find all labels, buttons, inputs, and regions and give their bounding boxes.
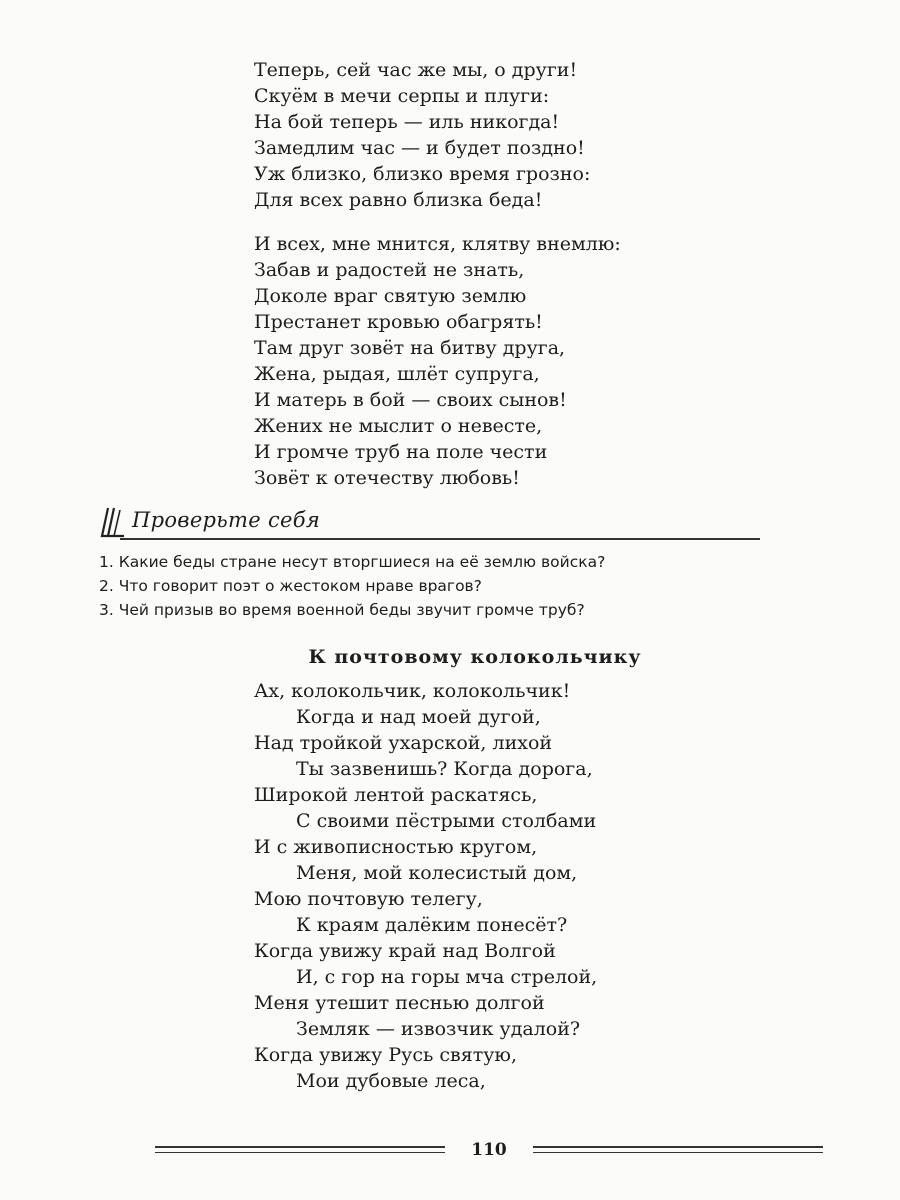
verse-line: Мою почтовую телегу,: [254, 888, 483, 910]
poem-title: К почтовому колокольчику: [308, 646, 642, 668]
verse-line: И, с гор на горы мча стрелой,: [296, 966, 598, 988]
question-item: 3. Чей призыв во время военной беды звучит громче труб?: [99, 601, 585, 619]
verse-line: Доколе враг святую землю: [254, 285, 527, 307]
verse-line: Жених не мыслит о невесте,: [254, 415, 543, 437]
poem-stanza-2: [254, 231, 621, 491]
question-item: 2. Что говорит поэт о жестоком нраве врагов?: [99, 577, 482, 595]
verse-line: И всех, мне мнится, клятву внемлю:: [254, 233, 621, 255]
pen-strokes-icon: [100, 505, 132, 541]
footer-rule-right: [533, 1146, 823, 1153]
verse-line: Замедлим час — и будет поздно!: [254, 137, 585, 159]
verse-line: Теперь, сей час же мы, о други!: [254, 59, 578, 81]
verse-line: Когда увижу край над Волгой: [254, 940, 556, 962]
section-title: Проверьте себя: [132, 508, 321, 532]
verse-line: С своими пёстрыми столбами: [296, 810, 597, 832]
verse-line: Земляк — извозчик удалой?: [296, 1018, 581, 1040]
verse-line: И матерь в бой — своих сынов!: [254, 389, 567, 411]
verse-line: Для всех равно близка беда!: [254, 189, 543, 211]
verse-line: И с живописностью кругом,: [254, 836, 538, 858]
question-item: 1. Какие беды стране несут вторгшиеся на её землю войска?: [99, 553, 606, 571]
verse-line: Над тройкой ухарской, лихой: [254, 732, 553, 754]
question-list: [99, 550, 605, 622]
verse-line: На бой теперь — иль никогда!: [254, 111, 560, 133]
verse-line: Там друг зовёт на битву друга,: [254, 337, 566, 359]
verse-line: Мои дубовые леса,: [296, 1070, 486, 1092]
verse-line: Широкой лентой раскатясь,: [254, 784, 538, 806]
poem-stanza-1: [254, 57, 590, 213]
poem-body: [254, 678, 597, 1094]
verse-line: Когда и над моей дугой,: [296, 706, 541, 728]
verse-line: Престанет кровью обагрять!: [254, 311, 543, 333]
verse-line: Меня, мой колесистый дом,: [296, 862, 578, 884]
page-footer: [155, 1138, 823, 1162]
verse-line: Жена, рыдая, шлёт супруга,: [254, 363, 540, 385]
divider: [120, 538, 760, 540]
verse-line: Зовёт к отечеству любовь!: [254, 467, 520, 489]
verse-line: И громче труб на поле чести: [254, 441, 548, 463]
verse-line: Скуём в мечи серпы и плуги:: [254, 85, 550, 107]
verse-line: Когда увижу Русь святую,: [254, 1044, 517, 1066]
verse-line: Ты зазвенишь? Когда дорога,: [296, 758, 593, 780]
verse-line: К краям далёким понесёт?: [296, 914, 568, 936]
check-yourself-header: [100, 505, 760, 545]
verse-line: Забав и радостей не знать,: [254, 259, 525, 281]
verse-line: Ах, колокольчик, колокольчик!: [254, 680, 571, 702]
verse-line: Меня утешит песнью долгой: [254, 992, 545, 1014]
verse-line: Уж близко, близко время грозно:: [254, 163, 591, 185]
page-number: 110: [471, 1140, 507, 1160]
